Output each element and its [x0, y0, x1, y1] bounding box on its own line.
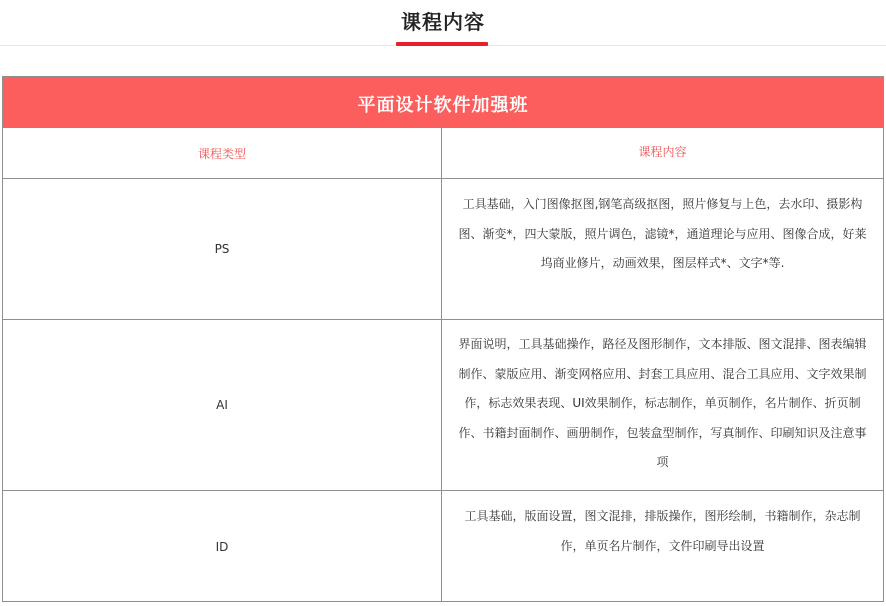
table-header-row	[3, 128, 883, 179]
course-content-cell: 工具基础，版面设置，图文混排，排版操作，图形绘制，书籍制作，杂志制作，单页名片制作，文件印刷导出设置	[464, 509, 861, 553]
column-header-content: 课程内容	[638, 145, 687, 160]
course-table	[2, 76, 884, 602]
course-type-cell: ID	[3, 491, 442, 602]
table-row	[3, 179, 883, 320]
course-content-cell: 界面说明，工具基础操作，路径及图形制作，文本排版、图文混排、图表编辑制作、蒙版应用、渐变网格应用、封套工具应用、混合工具应用、文字效果制作，标志效果表现、UI效果制作，标志制作，单页制作，名片制作、折页制作、书籍封面制作、画册制作，包装盒型制作，写真制作、印刷知识及注意事项	[458, 337, 867, 469]
column-header-type: 课程类型	[3, 128, 442, 178]
section-header	[0, 0, 886, 46]
course-type-cell: PS	[3, 179, 442, 319]
table-row	[3, 320, 883, 491]
section-title: 课程内容	[401, 10, 485, 34]
table-banner	[2, 76, 884, 128]
table-row	[3, 491, 883, 602]
course-type-cell: AI	[3, 320, 442, 490]
course-content-cell: 工具基础，入门图像抠图,钢笔高级抠图，照片修复与上色，去水印、摄影构图、渐变*，四大蒙版，照片调色，滤镜*，通道理论与应用、图像合成，好莱坞商业修片，动画效果，图层样式*、文字*等.	[458, 197, 867, 270]
title-underline	[396, 42, 488, 46]
table-banner-title: 平面设计软件加强班	[357, 95, 529, 116]
